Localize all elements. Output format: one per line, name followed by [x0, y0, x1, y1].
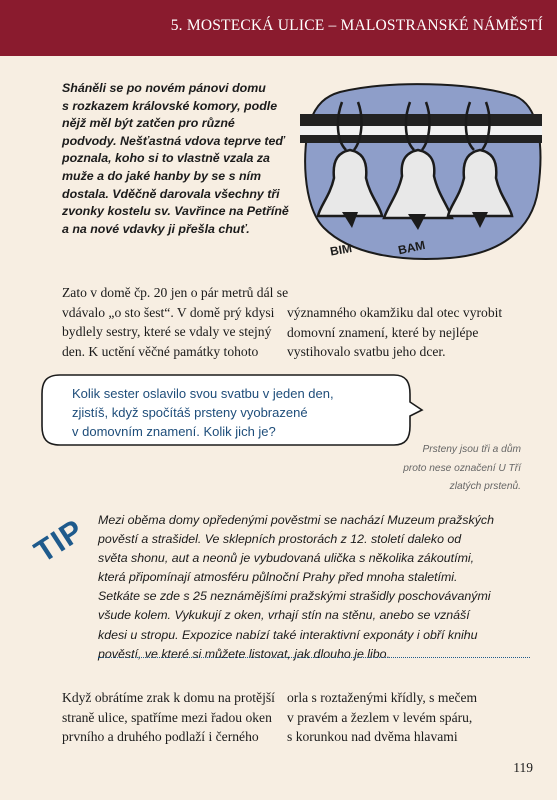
- intro-line: nějž měl být zatčen pro různé: [62, 116, 235, 131]
- body-line: vystihovalo svatbu jeho dcer.: [287, 344, 446, 360]
- intro-line: poznala, koho si to vlastně vzala za: [62, 151, 270, 166]
- bell-rail-stripe: [300, 126, 542, 135]
- body-line: prvního a druhého podlaží i černého: [62, 729, 259, 745]
- bam-label: BAM: [396, 237, 427, 258]
- intro-line: s rozkazem královské komory, podle: [62, 98, 278, 113]
- bell-rail: [300, 114, 542, 126]
- chapter-header-bar: [0, 0, 557, 56]
- tip-line: pověstí, ve které si můžete listovat, jak dlouho je libo.: [98, 646, 391, 661]
- tip-line: světa shonu, aut a neonů je vybudovaná ulička s několika zákoutími,: [98, 551, 475, 566]
- answer-line: proto nese označení U Tří: [403, 462, 521, 474]
- body-line: orla s roztaženými křídly, s mečem: [287, 690, 478, 705]
- body-column-left-2: [62, 688, 275, 747]
- answer-note: [403, 441, 521, 497]
- bim-label: BIM: [328, 241, 354, 259]
- answer-line: Prsteny jsou tři a dům: [422, 444, 521, 455]
- intro-line: Sháněli se po novém pánovi domu: [62, 81, 266, 95]
- tip-line: pověstí a strašidel. Ve sklepních prostorách z 12. století daleko od: [98, 532, 462, 547]
- tip-text: [98, 511, 528, 664]
- tip-label: TIP: [28, 512, 91, 570]
- intro-line: muže a do jaké hanby by se s ním: [62, 168, 262, 183]
- bells-illustration: [300, 78, 542, 268]
- tip-line: která připomínají atmosféru půlnoční Prahy před mnoha staletími.: [98, 570, 458, 585]
- body-line: bydlely sestry, které se vdaly ve stejný: [62, 324, 272, 340]
- tip-line: Mezi oběma domy opředenými pověstmi se nachází Muzeum pražských: [98, 513, 494, 527]
- answer-line: zlatých prstenů.: [449, 481, 521, 493]
- intro-line: podvody. Nešťastná vdova teprve teď: [62, 133, 285, 148]
- intro-paragraph: [62, 80, 290, 238]
- tip-line: kdesi u stropu. Expozice nabízí také interaktivní exponáty i obří knihu: [98, 627, 478, 642]
- bell-rail-bottom: [300, 135, 542, 143]
- body-line: významného okamžiku dal otec vyrobit: [287, 305, 503, 320]
- body-line: den. K uctění věčné památky tohoto: [62, 343, 259, 359]
- question-line: zjistíš, když spočítáš prsteny vyobrazené: [72, 405, 308, 420]
- intro-line: zvonky kostelu sv. Vavřince na Petříně: [62, 204, 289, 219]
- body-line: s korunkou nad dvěma hlavami: [287, 729, 458, 745]
- body-line: Když obrátíme zrak k domu na protější: [62, 690, 275, 705]
- question-line: Kolik sester oslavilo svou svatbu v jeden den,: [72, 386, 334, 401]
- tip-line: všude kolem. Vykukují z oken, vrhají stín na stěnu, anebo se vznáší: [98, 608, 470, 623]
- body-line: straně ulice, spatříme mezi řadou oken: [62, 709, 272, 725]
- intro-line: dostala. Vděčně darovala všechny tři: [62, 186, 280, 201]
- body-line: Zato v domě čp. 20 jen o pár metrů dál se: [62, 285, 289, 300]
- question-text: [72, 384, 402, 441]
- question-line: v domovním znamení. Kolik jich je?: [72, 424, 276, 439]
- tip-divider: [98, 657, 530, 658]
- intro-line: a na nové vdavky ji přešla chuť.: [62, 221, 250, 236]
- body-column-right-2: [287, 688, 477, 747]
- chapter-title: 5. MOSTECKÁ ULICE – MALOSTRANSKÉ NÁMĚSTÍ: [170, 17, 543, 34]
- body-column-right: [287, 303, 502, 362]
- body-line: v pravém a žezlem v levém spáru,: [287, 709, 473, 725]
- body-line: vdávalo „o sto šest“. V domě prý kdysi: [62, 304, 275, 320]
- page-number: 119: [513, 760, 533, 775]
- question-bubble: [34, 372, 426, 448]
- body-column-left: [62, 283, 288, 361]
- body-line: domovní znamení, které by nejlépe: [287, 324, 479, 340]
- tip-line: Setkáte se zde s 25 neznámějšími pražskými strašidly poschovávanými: [98, 589, 491, 604]
